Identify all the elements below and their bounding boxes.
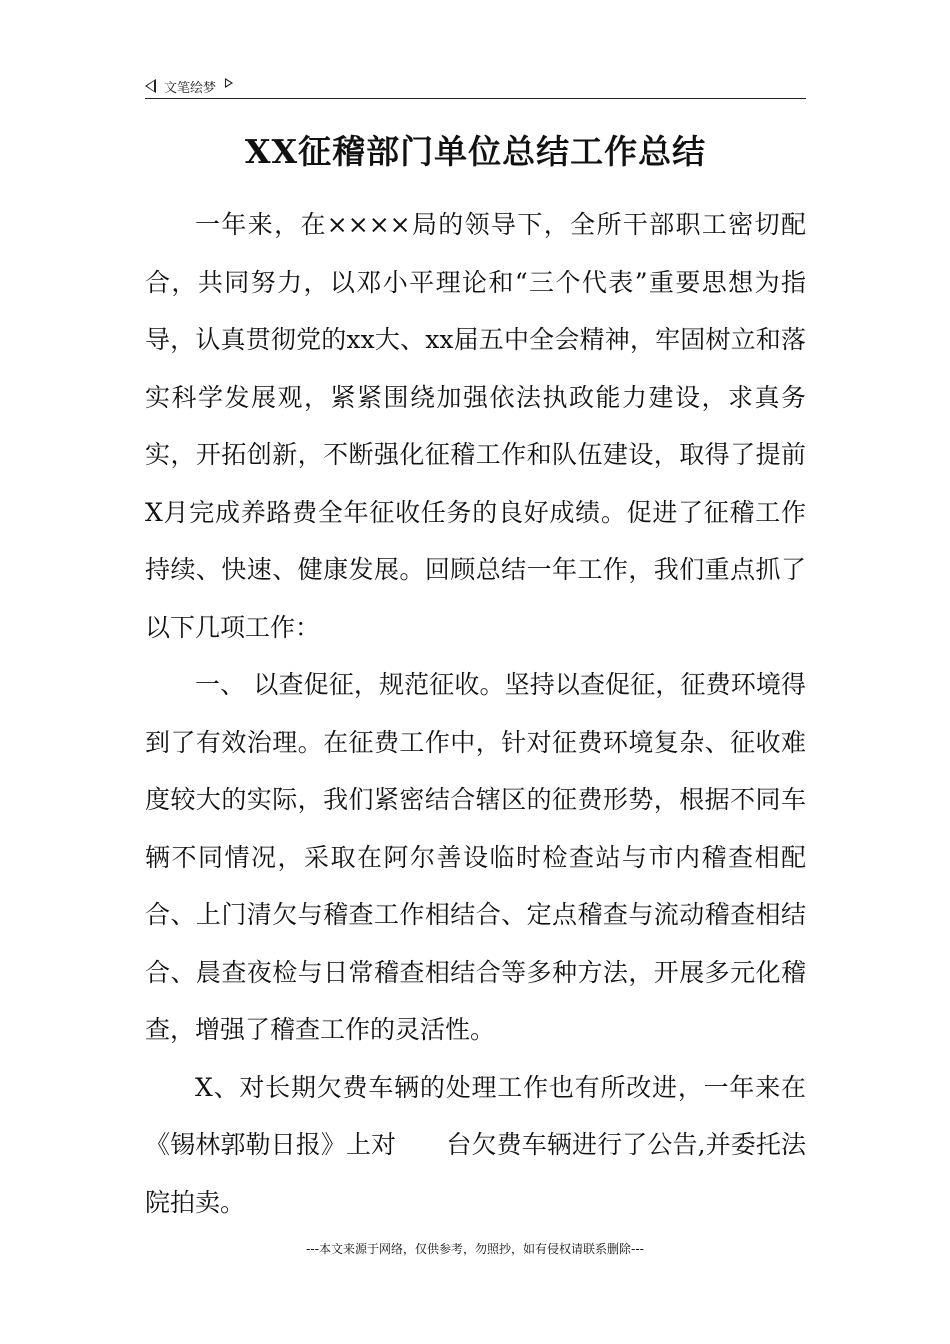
paragraph-2: 一、 以查促征，规范征收。坚持以查促征，征费环境得到了有效治理。在征费工作中，针对征费环境复杂、征收难度较大的实际，我们紧密结合辖区的征费形势，根据不同车辆不同情况，采取在阿尔善设临时检查站与市内稽查相配合、上门清欠与稽查工作相结合、定点稽查与流动稽查相结合、晨查夜检与日常稽查相结合等多种方法，开展多元化稽查，增强了稽查工作的灵活性。 [145,670,806,1044]
header-brand: 文笔绘梦 [164,80,217,96]
triangle-left-icon [145,79,156,93]
footer-notice: ---本文来源于网络，仅供参考，勿照抄，如有侵权请联系删除--- [306,1242,644,1256]
document-title: XX征稽部门单位总结工作总结 [244,132,707,171]
page-header [145,74,233,98]
paragraph-3: X、对长期欠费车辆的处理工作也有所改进，一年来在《锡林郭勒日报》上对 台欠费车辆进行了公告,并委托法院拍卖。 [145,1072,806,1217]
triangle-right-icon [225,78,233,88]
document-body [145,196,806,1231]
paragraph-1: 一年来，在××××局的领导下，全所干部职工密切配合，共同努力，以邓小平理论和“三个代表”重要思想为指导，认真贯彻党的xx大、xx届五中全会精神，牢固树立和落实科学发展观，紧紧围绕加强依法执政能力建设，求真务实，开拓创新，不断强化征稽工作和队伍建设，取得了提前X月完成养路费全年征收任务的良好成绩。促进了征稽工作持续、快速、健康发展。回顾总结一年工作，我们重点抓了以下几项工作： [145,210,806,642]
header-divider [145,98,806,99]
